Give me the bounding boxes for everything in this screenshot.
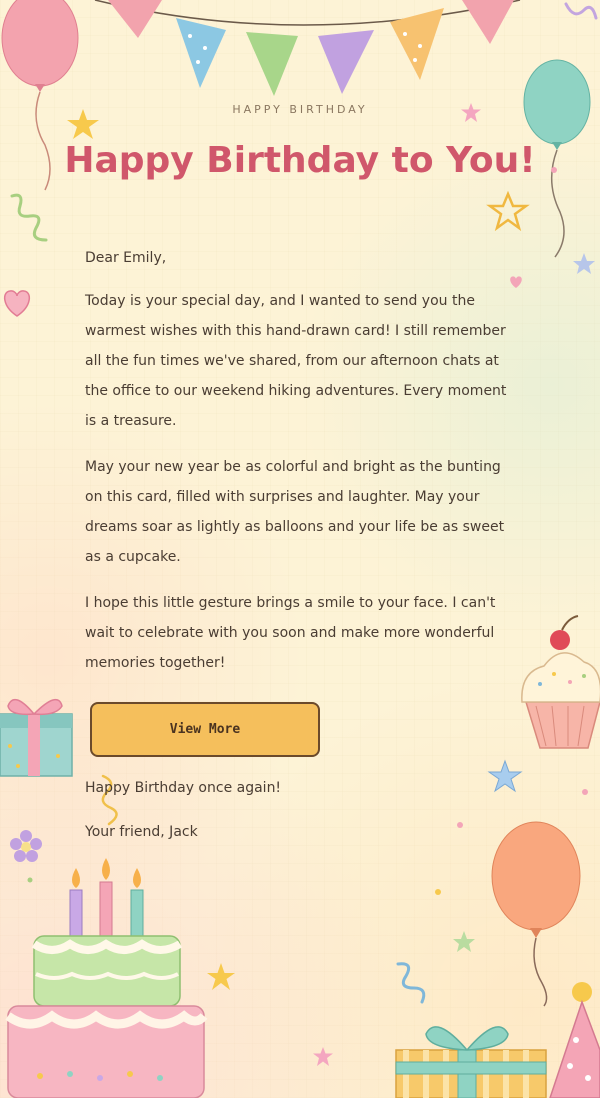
closing-line: Happy Birthday once again!	[85, 780, 282, 796]
card-eyebrow: HAPPY BIRTHDAY	[232, 103, 368, 116]
message-paragraph-1: Today is your special day, and I wanted to send you the warmest wishes with this hand-drawn card! I still remember all the fun times we've shared, from our afternoon chats at the office to our weekend hiking adventures. Every moment is a treasure.	[85, 293, 507, 429]
signature: Your friend, Jack	[85, 824, 198, 840]
message-paragraph-3: I hope this little gesture brings a smile to your face. I can't wait to celebrate with you soon and make more wonderful memories together!	[85, 595, 496, 671]
greeting: Dear Emily,	[85, 250, 167, 266]
card-title: Happy Birthday to You!	[64, 140, 536, 181]
view-more-button[interactable]: View More	[90, 702, 320, 757]
message-paragraph-2: May your new year be as colorful and bright as the bunting on this card, filled with surprises and laughter. May your dreams soar as lightly as balloons and your life be as sweet as a cupcake.	[85, 459, 505, 565]
